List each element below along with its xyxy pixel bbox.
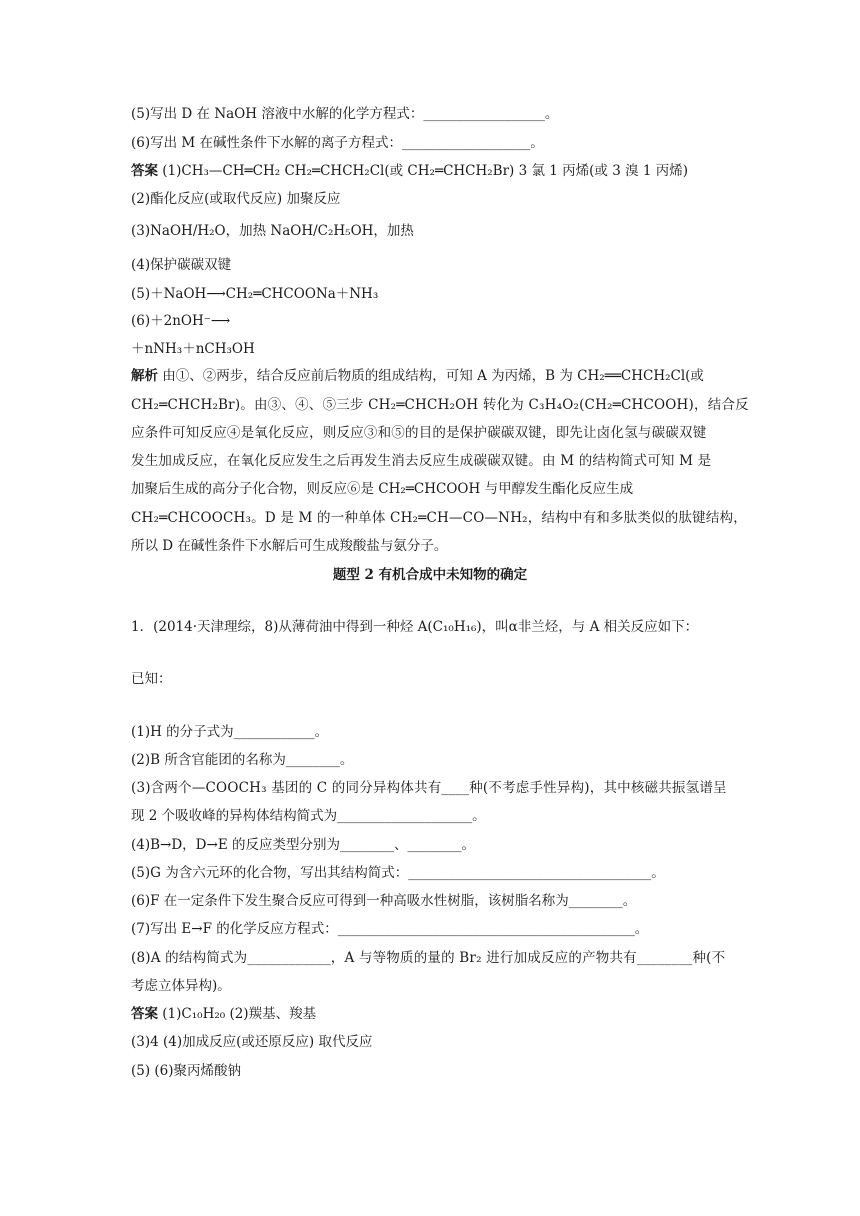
sub-question-8: (8)A 的结构简式为____________，A 与等物质的量的 Br₂ 进行加成反应的产物共有________种(不 — [131, 950, 726, 966]
answer-line-5: (5)＋NaOH⟶CH₂═CHCOONa＋NH₃ — [131, 286, 379, 302]
analysis-line-7: 所以 D 在碱性条件下水解后可生成羧酸盐与氨分子。 — [131, 538, 448, 554]
analysis-line-1 — [131, 366, 732, 386]
question-6-line: (6)写出 M 在碱性条件下水解的离子方程式：___________________。 — [131, 135, 544, 151]
sub-question-2: (2)B 所含官能团的名称为________。 — [131, 752, 354, 768]
answer2-label: 答案 — [131, 1006, 158, 1022]
analysis-line-3: 应条件可知反应④是氧化反应，则反应③和⑤的目的是保护碳碳双键，即先让卤化氢与碳碳双键 — [131, 425, 707, 441]
analysis-line-6: CH₂═CHCOOCH₃。D 是 M 的一种单体 CH₂═CH—CO—NH₂，结构中有和多肽类似的肽键结构， — [131, 510, 747, 526]
analysis-text: 由①、②两步，结合反应前后物质的组成结构，可知 A 为丙烯，B 为 CH₂══CHCH₂Cl(或 — [158, 368, 704, 384]
answer-line-1 — [131, 161, 732, 181]
sub-question-3-cont: 现 2 个吸收峰的异构体结构简式为____________________。 — [131, 808, 486, 824]
section-title: 题型 2 有机合成中未知物的确定 — [332, 567, 528, 583]
answer2-line-1 — [131, 1004, 732, 1024]
analysis-label: 解析 — [131, 368, 158, 384]
sub-question-1: (1)H 的分子式为____________。 — [131, 724, 329, 740]
sub-question-4: (4)B→D，D→E 的反应类型分别为________、________。 — [131, 837, 475, 853]
analysis-line-5: 加聚后生成的高分子化合物，则反应⑥是 CH₂═CHCOOH 与甲醇发生酯化反应生成 — [131, 481, 634, 497]
answer-line-6: (6)＋2nOH⁻⟶ — [131, 313, 231, 329]
answer-text: (1)CH₃—CH═CH₂ CH₂═CHCH₂Cl(或 CH₂═CHCH₂Br) 3 氯 1 丙烯(或 3 溴 1 丙烯) — [158, 163, 689, 179]
sub-question-6: (6)F 在一定条件下发生聚合反应可得到一种高吸水性树脂，该树脂名称为________。 — [131, 893, 637, 909]
analysis-line-2: CH₂═CHCH₂Br)。由③、④、⑤三步 CH₂═CHCH₂OH 转化为 C₃H₄O₂(CH₂═CHCOOH)，结合反 — [131, 397, 749, 413]
answer-line-7: ＋nNH₃＋nCH₃OH — [131, 341, 255, 357]
sub-question-8-cont: 考虑立体异构)。 — [131, 978, 231, 994]
answer2-line-3: (5) (6)聚丙烯酸钠 — [131, 1063, 242, 1079]
sub-question-7: (7)写出 E→F 的化学反应方程式：____________________________________________。 — [131, 921, 649, 937]
known-label: 已知： — [131, 671, 172, 687]
answer2-text: (1)C₁₀H₂₀ (2)羰基、羧基 — [158, 1006, 317, 1022]
answer-line-3: (3)NaOH/H₂O，加热 NaOH/C₂H₅OH，加热 — [131, 223, 414, 239]
analysis-line-4: 发生加成反应，在氧化反应发生之后再发生消去反应生成碳碳双键。由 M 的结构简式可知 M 是 — [131, 453, 712, 469]
sub-question-5: (5)G 为含六元环的化合物，写出其结构简式：____________________________________。 — [131, 865, 665, 881]
question-5-line: (5)写出 D 在 NaOH 溶液中水解的化学方程式：__________________。 — [131, 106, 559, 122]
answer-label: 答案 — [131, 163, 158, 179]
answer2-line-2: (3)4 (4)加成反应(或还原反应) 取代反应 — [131, 1034, 373, 1050]
answer-line-2: (2)酯化反应(或取代反应) 加聚反应 — [131, 191, 341, 207]
answer-line-4: (4)保护碳碳双键 — [131, 257, 232, 273]
sub-question-3: (3)含两个—COOCH₃ 基团的 C 的同分异构体共有____种(不考虑手性异构)，其中核磁共振氢谱呈 — [131, 780, 727, 796]
question-1-stem: 1．(2014·天津理综，8)从薄荷油中得到一种烃 A(C₁₀H₁₆)，叫α非兰烃，与 A 相关反应如下： — [131, 619, 699, 635]
